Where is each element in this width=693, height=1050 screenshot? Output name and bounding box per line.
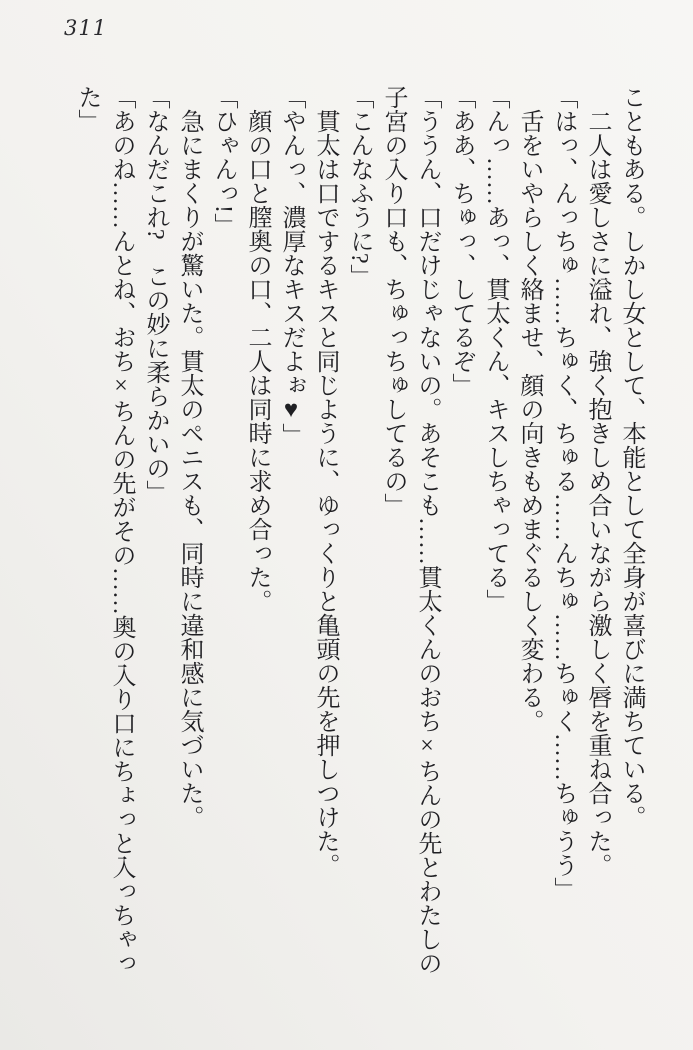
paragraph: 二人は愛しさに溢れ、強く抱きしめ合いながら激しく唇を重ね合った。 (584, 109, 610, 877)
paragraph: 「ああ、ちゅっ、してるぞ」 (448, 85, 474, 397)
paragraph: 急にまくりが驚いた。貫太のペニスも、同時に違和感に気づいた。 (176, 109, 202, 829)
page-number: 311 (64, 16, 108, 40)
paragraph: 「やんっ、濃厚なキスだよぉ♥」 (278, 85, 304, 447)
paragraph: こともある。しかし女として、本能として全身が喜びに満ちている。 (618, 85, 644, 829)
paragraph: 「なんだこれ? この妙に柔らかいの」 (142, 85, 168, 504)
body-text (70, 85, 648, 997)
paragraph: 「ひゃんっ!」 (210, 85, 236, 237)
paragraph: 「んっ……あっ、貫太くん、キスしちゃってる」 (482, 85, 508, 613)
paragraph: 顔の口と膣奥の口、二人は同時に求め合った。 (244, 109, 270, 613)
paragraph: 貫太は口でするキスと同じように、ゆっくりと亀頭の先を押しつけた。 (312, 109, 338, 877)
paragraph: 「こんなふうに?」 (346, 85, 372, 288)
paragraph: 「はっ、んっちゅ……ちゅく、ちゅる……んちゅ……ちゅく……ちゅうう」 (550, 85, 576, 901)
paragraph: 「ううん、口だけじゃないの。あそこも……貫太くんのおち×ちんの先とわたしの子宮の入り口も、ちゅっちゅしてるの」 (380, 85, 440, 975)
paragraph: 舌をいやらしく絡ませ、顔の向きもめまぐるしく変わる。 (516, 109, 542, 733)
paragraph: 「あのね……んとね、おち×ちんの先がその……奥の入り口にちょっと入っちゃった」 (74, 85, 134, 975)
